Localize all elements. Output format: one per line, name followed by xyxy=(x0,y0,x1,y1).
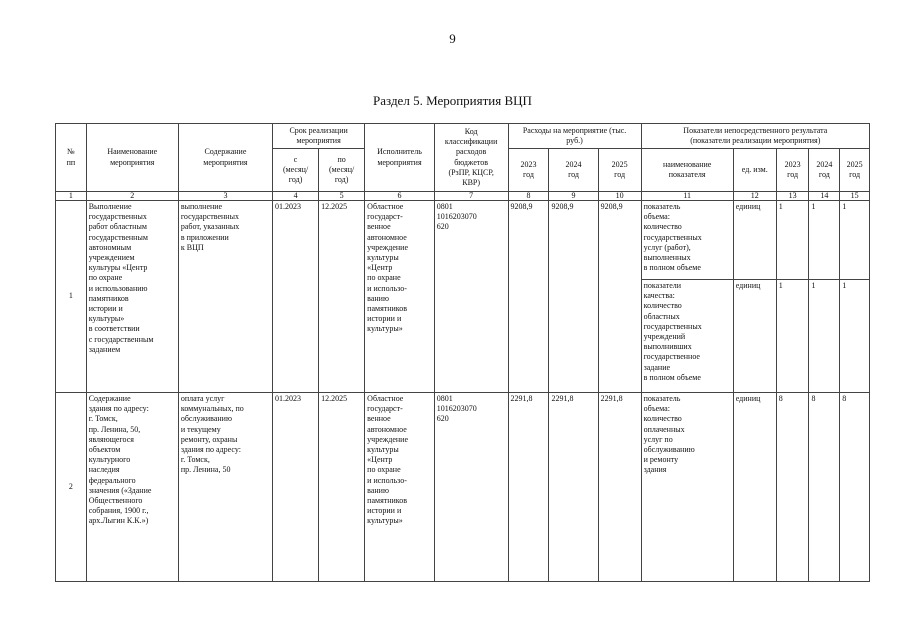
header-period-from: с (месяц/ год) xyxy=(273,149,319,192)
indicator-unit: единиц xyxy=(733,280,776,393)
table-row xyxy=(56,393,870,582)
indicator-2024: 1 xyxy=(809,280,840,393)
activity-name: Выполнение государственных работ областным государственным автономным учреждением культуры «Центр по охране и использованию памятников истории и культуры» в соответствии с государственным заданием xyxy=(86,201,178,393)
header-expenses: Расходы на мероприятие (тыс. руб.) xyxy=(508,124,641,149)
header-name: Наименование мероприятия xyxy=(86,124,178,192)
header-expense-2023: 2023 год xyxy=(508,149,549,192)
activity-content: выполнение государственных работ, указанных в приложении к ВЦП xyxy=(178,201,272,393)
header-unit: ед. изм. xyxy=(733,149,776,192)
indicator-unit: единиц xyxy=(733,393,776,582)
indicator-name: показатель объема: количество государственных услуг (работ), выполненных в полном объеме xyxy=(641,201,733,280)
header-period: Срок реализации мероприятия xyxy=(273,124,365,149)
expense-2024: 9208,9 xyxy=(549,201,598,393)
header-content: Содержание мероприятия xyxy=(178,124,272,192)
indicator-2023: 1 xyxy=(776,201,809,280)
column-number: 11 xyxy=(641,192,733,201)
header-indicators: Показатели непосредственного результата (показатели реализации мероприятия) xyxy=(641,124,869,149)
header-indicator-name: наименование показателя xyxy=(641,149,733,192)
column-number: 6 xyxy=(365,192,435,201)
indicator-name: показатель объема: количество оплаченных услуг по обслуживанию и ремонту здания xyxy=(641,393,733,582)
indicator-2024: 1 xyxy=(809,201,840,280)
expense-2025: 9208,9 xyxy=(598,201,641,393)
period-to: 12.2025 xyxy=(319,201,365,393)
header-period-to: по (месяц/ год) xyxy=(319,149,365,192)
column-number: 7 xyxy=(434,192,508,201)
header-executor: Исполнитель мероприятия xyxy=(365,124,435,192)
column-number: 2 xyxy=(86,192,178,201)
page-number: 9 xyxy=(449,31,456,46)
column-number: 8 xyxy=(508,192,549,201)
header-expense-2025: 2025 год xyxy=(598,149,641,192)
header-indicator-2025: 2025 год xyxy=(840,149,870,192)
period-to: 12.2025 xyxy=(319,393,365,582)
expense-2023: 2291,8 xyxy=(508,393,549,582)
header-expense-2024: 2024 год xyxy=(549,149,598,192)
indicator-2025: 1 xyxy=(840,201,870,280)
column-number: 12 xyxy=(733,192,776,201)
row-number: 1 xyxy=(56,201,87,393)
column-number: 15 xyxy=(840,192,870,201)
indicator-unit: единиц xyxy=(733,201,776,280)
row-number: 2 xyxy=(56,393,87,582)
expense-2025: 2291,8 xyxy=(598,393,641,582)
column-number: 14 xyxy=(809,192,840,201)
budget-code: 0801 1016203070 620 xyxy=(434,393,508,582)
indicator-2023: 1 xyxy=(776,280,809,393)
activities-table xyxy=(55,123,870,582)
column-number: 10 xyxy=(598,192,641,201)
column-number: 4 xyxy=(273,192,319,201)
table-row xyxy=(56,201,870,280)
column-number: 5 xyxy=(319,192,365,201)
column-number: 9 xyxy=(549,192,598,201)
period-from: 01.2023 xyxy=(273,393,319,582)
column-numbers-row xyxy=(56,192,870,201)
indicator-2024: 8 xyxy=(809,393,840,582)
indicator-name: показатели качества: количество областных государственных учреждений выполнивших государственное задание в полном объеме xyxy=(641,280,733,393)
executor: Областное государст- венное автономное учреждение культуры «Центр по охране и использо- ванию памятников истории и культуры» xyxy=(365,201,435,393)
expense-2024: 2291,8 xyxy=(549,393,598,582)
header-num: № пп xyxy=(56,124,87,192)
indicator-2023: 8 xyxy=(776,393,809,582)
activity-name: Содержание здания по адресу: г. Томск, пр. Ленина, 50, являющегося объектом культурного наследия федерального значения («Здание Общественного собрания, 1900 г., арх.Лыгин К.К.») xyxy=(86,393,178,582)
period-from: 01.2023 xyxy=(273,201,319,393)
indicator-2025: 8 xyxy=(840,393,870,582)
indicator-2025: 1 xyxy=(840,280,870,393)
executor: Областное государст- венное автономное учреждение культуры «Центр по охране и использо- ванию памятников истории и культуры» xyxy=(365,393,435,582)
header-indicator-2023: 2023 год xyxy=(776,149,809,192)
section-title: Раздел 5. Мероприятия ВЦП xyxy=(373,93,532,108)
column-number: 1 xyxy=(56,192,87,201)
header-code: Код классификации расходов бюджетов (РзПР, КЦСР, КВР) xyxy=(434,124,508,192)
column-number: 3 xyxy=(178,192,272,201)
activity-content: оплата услуг коммунальных, по обслуживанию и текущему ремонту, охраны здания по адресу: г. Томск, пр. Ленина, 50 xyxy=(178,393,272,582)
expense-2023: 9208,9 xyxy=(508,201,549,393)
budget-code: 0801 1016203070 620 xyxy=(434,201,508,393)
column-number: 13 xyxy=(776,192,809,201)
header-indicator-2024: 2024 год xyxy=(809,149,840,192)
